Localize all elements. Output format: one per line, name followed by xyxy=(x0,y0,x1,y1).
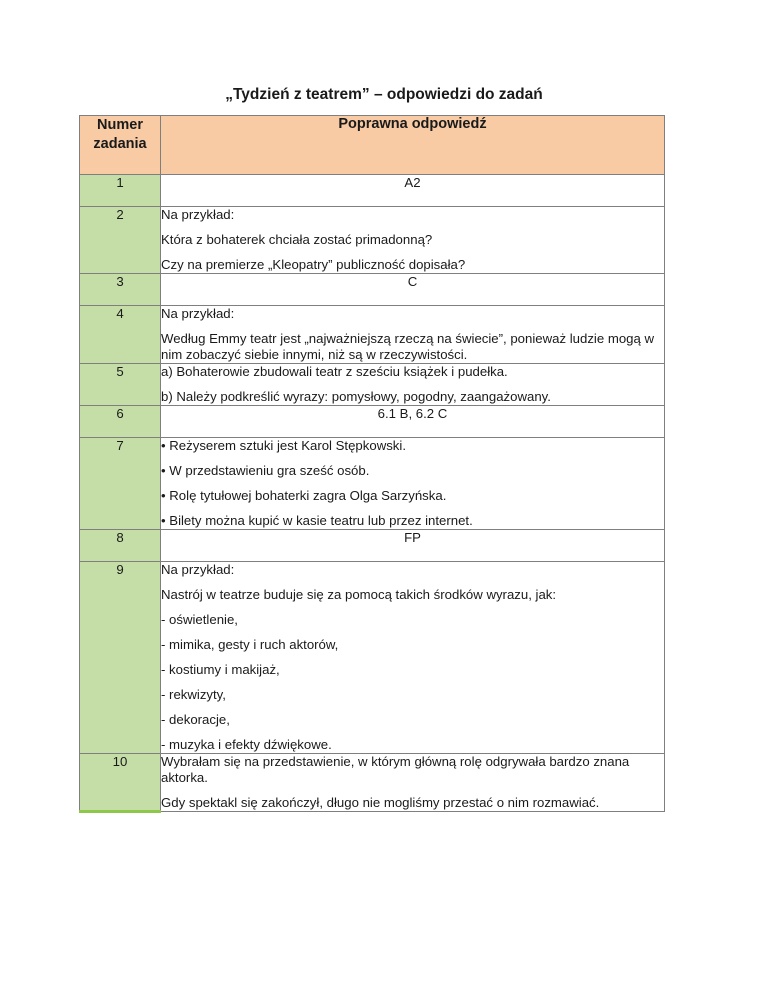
answer-cell xyxy=(161,530,665,562)
answer-line: A2 xyxy=(404,175,421,190)
task-number: 10 xyxy=(80,754,161,812)
answer-header: Poprawna odpowiedź xyxy=(161,116,665,175)
table-row xyxy=(80,175,665,207)
task-number: 3 xyxy=(80,274,161,306)
table-row xyxy=(80,530,665,562)
answer-line: - kostiumy i makijaż, xyxy=(161,662,280,677)
table-row xyxy=(80,754,665,812)
answer-line: • W przedstawieniu gra sześć osób. xyxy=(161,463,370,478)
answer-line: Na przykład: xyxy=(161,306,235,321)
answer-line: - oświetlenie, xyxy=(161,612,238,627)
table-row xyxy=(80,274,665,306)
table-row xyxy=(80,438,665,530)
answer-line: Według Emmy teatr jest „najważniejszą rzeczą na świecie”, ponieważ ludzie mogą w nim zobaczyć siebie innymi, niż są w rzeczywistości. xyxy=(161,331,655,362)
answer-cell xyxy=(161,754,665,812)
answer-line: Nastrój w teatrze buduje się za pomocą takich środków wyrazu, jak: xyxy=(161,587,557,602)
task-number-header-line-2: zadania xyxy=(93,136,147,152)
task-number: 4 xyxy=(80,306,161,364)
answer-line: Czy na premierze „Kleopatry” publiczność dopisała? xyxy=(161,257,466,272)
answers-table xyxy=(79,115,665,813)
task-number: 6 xyxy=(80,406,161,438)
table-row xyxy=(80,562,665,754)
answer-cell xyxy=(161,438,665,530)
table-row xyxy=(80,406,665,438)
answer-line: C xyxy=(407,274,418,289)
answer-line: • Reżyserem sztuki jest Karol Stępkowski. xyxy=(161,438,406,453)
answer-line: 6.1 B, 6.2 C xyxy=(377,406,448,421)
answer-line: Gdy spektakl się zakończył, długo nie mogliśmy przestać o nim rozmawiać. xyxy=(161,795,600,810)
task-number: 7 xyxy=(80,438,161,530)
answer-line: b) Należy podkreślić wyrazy: pomysłowy, pogodny, zaangażowany. xyxy=(161,389,551,404)
task-number: 5 xyxy=(80,364,161,406)
answer-cell xyxy=(161,562,665,754)
answer-cell xyxy=(161,364,665,406)
answer-line: • Bilety można kupić w kasie teatru lub przez internet. xyxy=(161,513,473,528)
table-header-row xyxy=(80,116,665,175)
table-row xyxy=(80,306,665,364)
answer-cell xyxy=(161,406,665,438)
answer-cell xyxy=(161,274,665,306)
task-number: 9 xyxy=(80,562,161,754)
answer-cell xyxy=(161,207,665,274)
answer-line: - dekoracje, xyxy=(161,712,230,727)
answer-cell xyxy=(161,306,665,364)
answer-line: - mimika, gesty i ruch aktorów, xyxy=(161,637,339,652)
page-title: „Tydzień z teatrem” – odpowiedzi do zadań xyxy=(225,86,543,103)
answer-line: Na przykład: xyxy=(161,207,235,222)
answer-line: Która z bohaterek chciała zostać primadonną? xyxy=(161,232,433,247)
answer-line: a) Bohaterowie zbudowali teatr z sześciu książek i pudełka. xyxy=(161,364,508,379)
task-number-header-line-1: Numer xyxy=(97,117,143,133)
answer-line: - rekwizyty, xyxy=(161,687,226,702)
answer-cell xyxy=(161,175,665,207)
table-row xyxy=(80,364,665,406)
task-number: 2 xyxy=(80,207,161,274)
answer-line: Wybrałam się na przedstawienie, w którym główną rolę odgrywała bardzo znana aktorka. xyxy=(161,754,630,785)
task-number-header xyxy=(80,116,161,175)
task-number: 8 xyxy=(80,530,161,562)
table-row xyxy=(80,207,665,274)
answer-line: FP xyxy=(404,530,421,545)
task-number: 1 xyxy=(80,175,161,207)
answer-line: Na przykład: xyxy=(161,562,235,577)
answer-line: • Rolę tytułowej bohaterki zagra Olga Sarzyńska. xyxy=(161,488,447,503)
answer-line: - muzyka i efekty dźwiękowe. xyxy=(161,737,332,752)
